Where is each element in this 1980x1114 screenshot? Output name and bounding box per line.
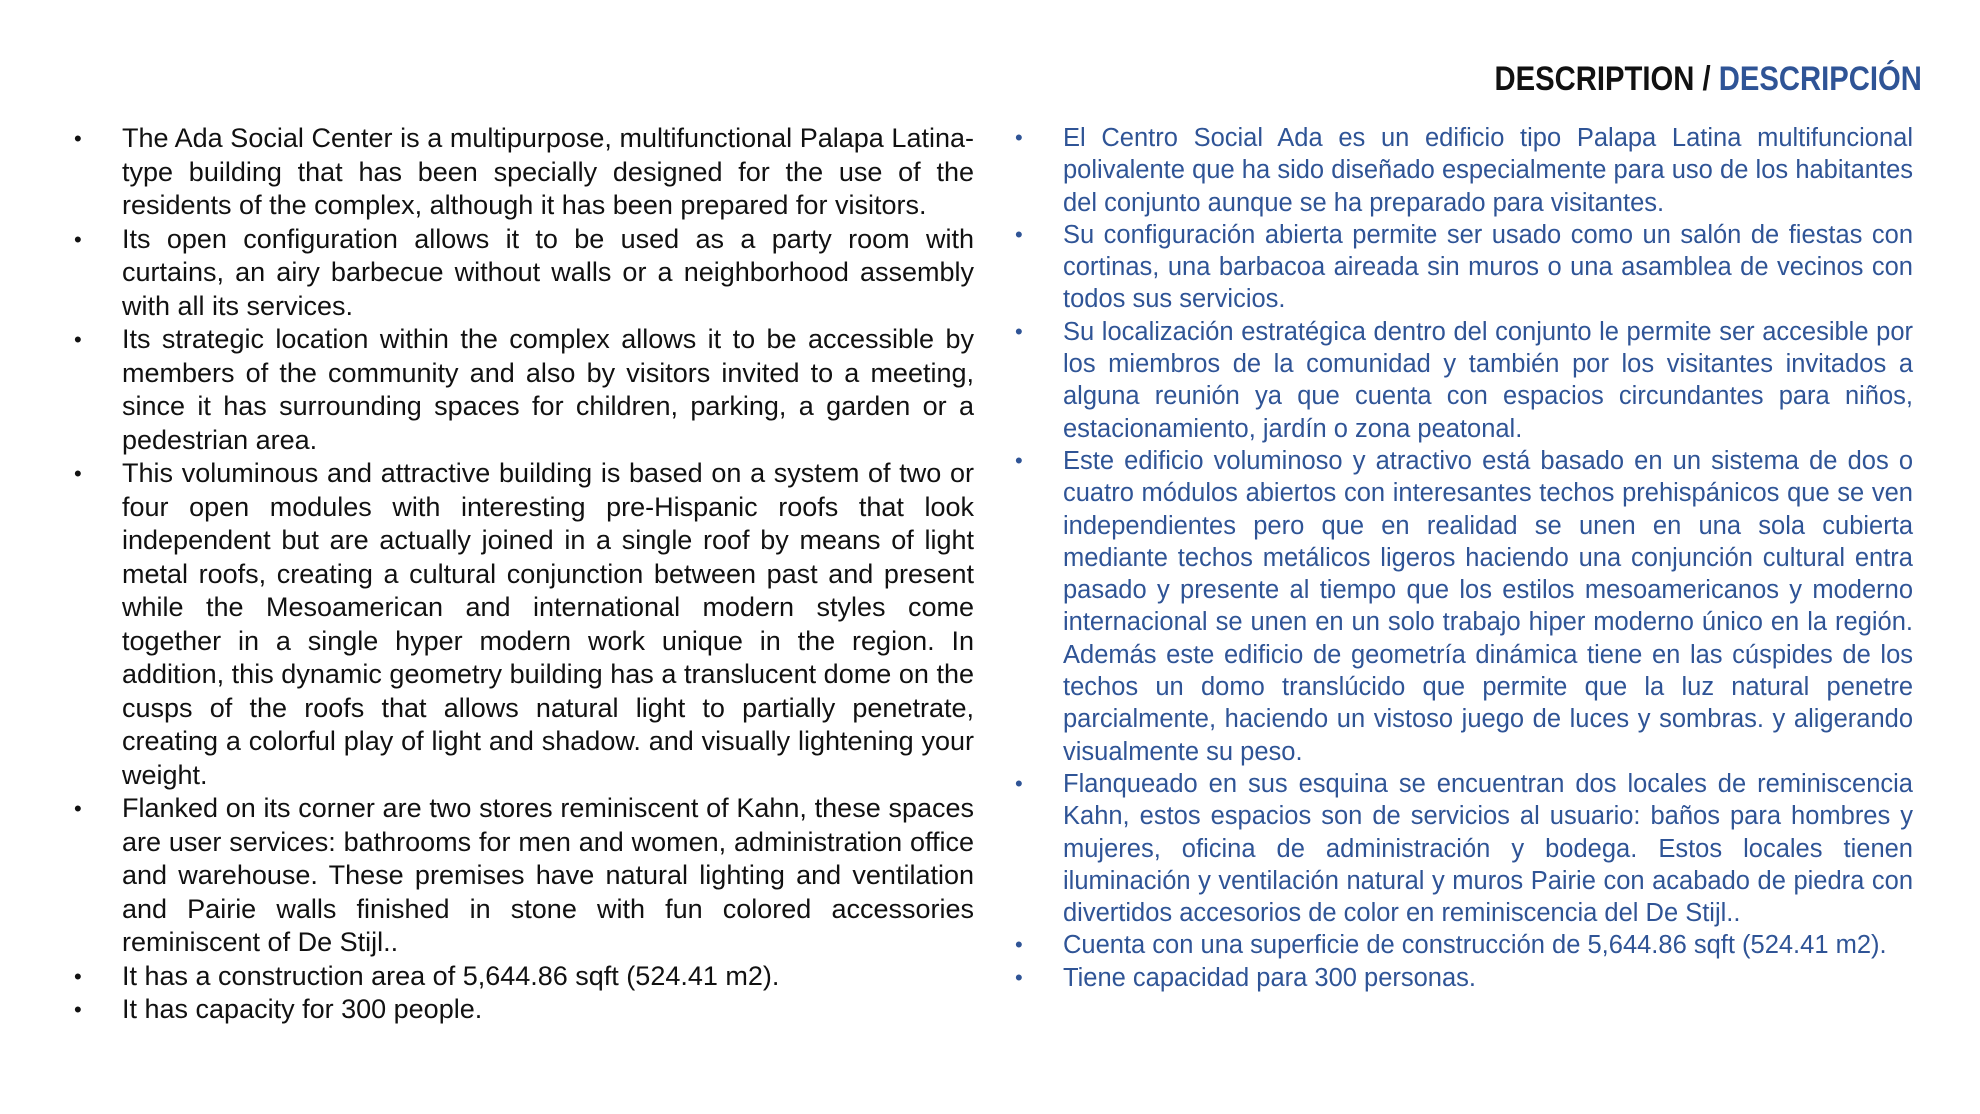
list-item-text: Su localización estratégica dentro del conjunto le permite ser accesible por los miembros de la comunidad y también por los visitantes invitados a alguna reunión ya que cuenta con espacios circundantes para niños, estacionamiento, jardín o zona peatonal.	[1063, 317, 1913, 443]
list-item-text: El Centro Social Ada es un edificio tipo Palapa Latina multifuncional polivalente que ha sido diseñado especialmente para uso de los habitantes del conjunto aunque se ha preparado para visitantes.	[1063, 124, 1913, 217]
page-heading	[1495, 60, 1922, 99]
list-item	[72, 457, 974, 792]
list-item-text: Este edificio voluminoso y atractivo está basado en un sistema de dos o cuatro módulos abiertos con interesantes techos prehispánicos que se ven independientes pero que en realidad se unen en una sola cubierta mediante techos metálicos ligeros haciendo una conjunción cultural entra pasado y presente al tiempo que los estilos mesoamericanos y moderno internacional se unen en un solo trabajo hiper moderno único en la región. Además este edificio de geometría dinámica tiene en las cúspides de los techos un domo translúcido que permite que la luz natural penetre parcialmente, haciendo un vistoso juego de luces y sombras. y aligerando visualmente su peso.	[1063, 446, 1913, 766]
list-item	[1013, 316, 1913, 445]
list-item-text: Flanked on its corner are two stores reminiscent of Kahn, these spaces are user services: bathrooms for men and women, administration office and warehouse. These premises have natural lighting and ventilation and Pairie walls finished in stone with fun colored accessories reminiscent of De Stijl..	[122, 793, 974, 957]
list-item	[1013, 122, 1913, 219]
bullet-icon: •	[1015, 964, 1023, 990]
bullet-icon: •	[74, 327, 82, 352]
bullet-icon: •	[74, 997, 82, 1022]
list-item	[1013, 962, 1913, 994]
list-item	[1013, 219, 1913, 316]
list-item-text: It has a construction area of 5,644.86 sqft (524.41 m2).	[122, 960, 780, 991]
list-item	[1013, 445, 1913, 768]
list-item-text: Tiene capacidad para 300 personas.	[1063, 963, 1477, 992]
bullet-icon: •	[1015, 770, 1023, 796]
english-description-list	[72, 122, 974, 1027]
list-item	[72, 122, 974, 223]
bullet-icon: •	[1015, 447, 1023, 473]
list-item-text: Its strategic location within the complex allows it to be accessible by members of the community and also by visitors invited to a meeting, since it has surrounding spaces for children, parking, a garden or a pedestrian area.	[122, 324, 974, 455]
list-item	[72, 792, 974, 960]
list-item	[72, 323, 974, 457]
bullet-icon: •	[1015, 318, 1023, 344]
bullet-icon: •	[1015, 221, 1023, 247]
list-item	[72, 993, 974, 1027]
list-item-text: This voluminous and attractive building is based on a system of two or four open modules with interesting pre-Hispanic roofs that look independent but are actually joined in a single roof by means of light metal roofs, creating a cultural conjunction between past and present while the Mesoamerican and international modern styles come together in a single hyper modern work unique in the region. In addition, this dynamic geometry building has a translucent dome on the cusps of the roofs that allows natural light to partially penetrate, creating a colorful play of light and shadow. and visually lightening your weight.	[122, 458, 974, 790]
bullet-icon: •	[74, 461, 82, 486]
heading-english: DESCRIPTION /	[1494, 60, 1711, 98]
list-item-text: Flanqueado en sus esquina se encuentran dos locales de reminiscencia Kahn, estos espacios son de servicios al usuario: baños para hombres y mujeres, oficina de administración y bodega. Estos locales tienen iluminación y ventilación natural y muros Pairie con acabado de piedra con divertidos accesorios de color en reminiscencia del De Stijl..	[1063, 769, 1913, 928]
list-item-text: Cuenta con una superficie de construcción de 5,644.86 sqft (524.41 m2).	[1063, 931, 1887, 960]
list-item-text: The Ada Social Center is a multipurpose, multifunctional Palapa Latina-type building that has been specially designed for the use of the residents of the complex, although it has been prepared for visitors.	[122, 123, 974, 220]
bullet-icon: •	[1015, 932, 1023, 958]
list-item-text: It has capacity for 300 people.	[122, 994, 483, 1024]
list-item	[72, 223, 974, 324]
heading-spanish: DESCRIPCIÓN	[1718, 60, 1922, 98]
list-item	[1013, 929, 1913, 961]
list-item	[72, 960, 974, 994]
list-item	[1013, 768, 1913, 929]
spanish-description-list	[1013, 122, 1913, 994]
bullet-icon: •	[74, 226, 82, 252]
list-item-text: Its open configuration allows it to be used as a party room with curtains, an airy barbecue without walls or a neighborhood assembly with all its services.	[122, 223, 974, 321]
bullet-icon: •	[74, 796, 82, 821]
bullet-icon: •	[74, 126, 82, 151]
list-item-text: Su configuración abierta permite ser usado como un salón de fiestas con cortinas, una barbacoa aireada sin muros o una asamblea de vecinos con todos sus servicios.	[1063, 220, 1913, 314]
bullet-icon: •	[74, 963, 82, 989]
bullet-icon: •	[1015, 125, 1023, 150]
